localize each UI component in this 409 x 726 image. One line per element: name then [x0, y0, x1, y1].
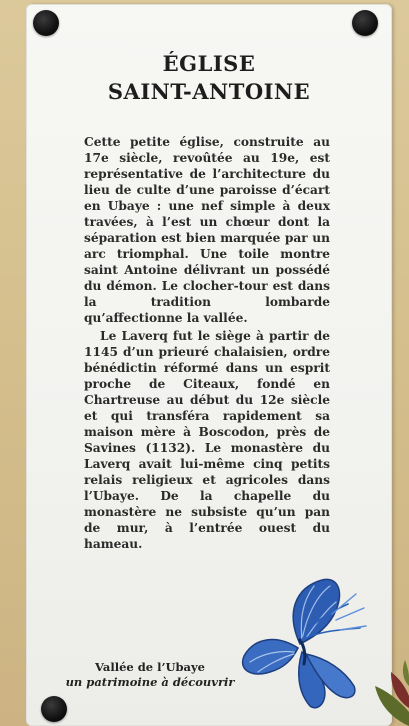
plaque-title: [26, 50, 392, 106]
plaque-footer: [60, 660, 240, 690]
title-line-2: SAINT-ANTOINE: [107, 79, 311, 104]
butterfly-icon: [236, 574, 372, 714]
paragraph-1: Cette petite église, construite au 17e siècle, revoûtée au 19e, est représentative de l’architecture du lieu de culte d’une paroisse d’écart en Ubaye : une nef simple à deux travées, à l’est un chœur dont la séparation est bien marquée par un arc triomphal. Une toile montre saint Antoine délivrant un possédé du démon. Le clocher-tour est dans la tradition lombarde qu’affectionne la vallée.: [84, 135, 330, 325]
screw-icon: [33, 10, 59, 36]
title-line-1: ÉGLISE: [162, 51, 256, 76]
paragraph-2: Le Laverq fut le siège à partir de 1145 d’un prieuré chalaisien, ordre bénédictin réformé dans un esprit proche de Citeaux, fondé en Chartreuse au début du 12e siècle et qui transféra rapidement sa maison mère à Boscodon, près de Savines (1132). Le monastère du Laverq avait lui-même cinq petits relais religieux et agricoles dans l’Ubaye. De la chapelle du monastère ne subsiste qu’un pan de mur, à l’entrée ouest du hameau.: [84, 329, 330, 551]
screw-icon: [41, 696, 67, 722]
footer-line-2: un patrimoine à découvrir: [65, 675, 235, 689]
plaque-body: [84, 134, 330, 552]
footer-line-1: Vallée de l’Ubaye: [95, 660, 205, 674]
screw-icon: [352, 10, 378, 36]
leaf-icon: [361, 646, 409, 726]
